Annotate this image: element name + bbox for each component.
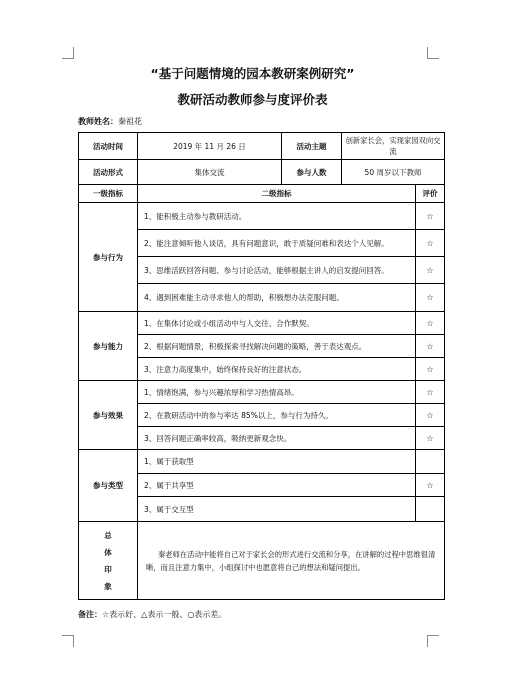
header-secondary-indicator: 二级指标 (138, 185, 416, 203)
activity-form-value: 集体交流 (138, 160, 282, 185)
rating-cell: ☆ (416, 335, 445, 358)
rating-cell: ☆ (416, 257, 445, 284)
corner-mark-bottom-right (427, 635, 439, 647)
rating-cell: ☆ (416, 203, 445, 230)
group-label: 参与类型 (79, 450, 138, 522)
info-row-2 (79, 160, 445, 185)
info-row-1 (79, 133, 445, 160)
rating-cell: ☆ (416, 404, 445, 427)
indicator-text: 1、能积极主动参与教研活动。 (138, 203, 416, 230)
summary-text: 秦老师在活动中能将自己对于家长会的形式进行交流和分享，在讲解的过程中思维很清晰，而且注意力集中，小组探讨中也愿意将自己的想法和疑问提出。 (138, 522, 445, 600)
rating-cell: ☆ (416, 284, 445, 312)
corner-mark-top-left (62, 47, 74, 59)
footnote-text: ☆表示好、△表示一般、○表示差。 (102, 610, 227, 619)
indicator-text: 3、属于交互型 (138, 497, 416, 522)
rating-cell: ☆ (416, 427, 445, 450)
teacher-name-line (78, 116, 142, 127)
table-row (79, 203, 445, 230)
summary-label-cell (79, 522, 138, 600)
indicator-text: 3、回答问题正确率较高，吸纳更新观念快。 (138, 427, 416, 450)
corner-mark-top-right (427, 47, 439, 59)
participants-value: 50 周岁以下教师 (342, 160, 445, 185)
participants-label: 参与人数 (282, 160, 342, 185)
rating-cell: ☆ (416, 312, 445, 335)
evaluation-table (78, 132, 445, 600)
table-row (79, 381, 445, 404)
header-row (79, 185, 445, 203)
rating-cell: ☆ (416, 474, 445, 497)
table-row (79, 450, 445, 474)
table-row (79, 312, 445, 335)
indicator-text: 2、能注意倾听他人谈话，具有问题意识，敢于质疑问难和表达个人见解。 (138, 230, 416, 257)
document-title: “基于问题情境的园本教研案例研究” (150, 66, 355, 81)
header-primary-indicator: 一级指标 (79, 185, 138, 203)
activity-time-label: 活动时间 (79, 133, 138, 160)
activity-topic-label: 活动主题 (282, 133, 342, 160)
rating-cell (416, 450, 445, 474)
activity-topic-value: 创新家长会，实现家园双向交流 (342, 133, 445, 160)
group-label: 参与能力 (79, 312, 138, 381)
activity-form-label: 活动形式 (79, 160, 138, 185)
indicator-text: 1、在集体讨论或小组活动中与人交往、合作默契。 (138, 312, 416, 335)
group-label: 参与行为 (79, 203, 138, 312)
footnote (78, 609, 226, 620)
indicator-text: 2、根据问题情景，积极探索寻找解决问题的策略，善于表达观点。 (138, 335, 416, 358)
corner-mark-bottom-left (62, 635, 74, 647)
footnote-label: 备注： (78, 610, 102, 619)
teacher-name-label: 教师姓名： (78, 117, 118, 126)
group-label: 参与效果 (79, 381, 138, 450)
indicator-text: 2、在教研活动中的参与率达 85%以上，参与行为持久。 (138, 404, 416, 427)
summary-row (79, 522, 445, 600)
header-rating: 评价 (416, 185, 445, 203)
summary-label: 总体印象 (104, 530, 112, 591)
rating-cell (416, 497, 445, 522)
indicator-text: 2、属于共享型 (138, 474, 416, 497)
rating-cell: ☆ (416, 358, 445, 381)
indicator-text: 3、思维活跃回答问题、参与讨论活动，能够根据主讲人的启发提问回答。 (138, 257, 416, 284)
rating-cell: ☆ (416, 381, 445, 404)
indicator-text: 1、属于获取型 (138, 450, 416, 474)
document-subtitle: 教研活动教师参与度评价表 (177, 92, 328, 107)
activity-time-value: 2019 年 11 月 26 日 (138, 133, 282, 160)
indicator-text: 3、注意力高度集中，始终保持良好的注意状态。 (138, 358, 416, 381)
indicator-text: 1、情绪饱满，参与兴趣浓厚和学习热情高昂。 (138, 381, 416, 404)
rating-cell: ☆ (416, 230, 445, 257)
indicator-text: 4、遇到困难能主动寻求他人的帮助，积极想办法克服问题。 (138, 284, 416, 312)
teacher-name-value: 秦祖花 (118, 117, 142, 126)
